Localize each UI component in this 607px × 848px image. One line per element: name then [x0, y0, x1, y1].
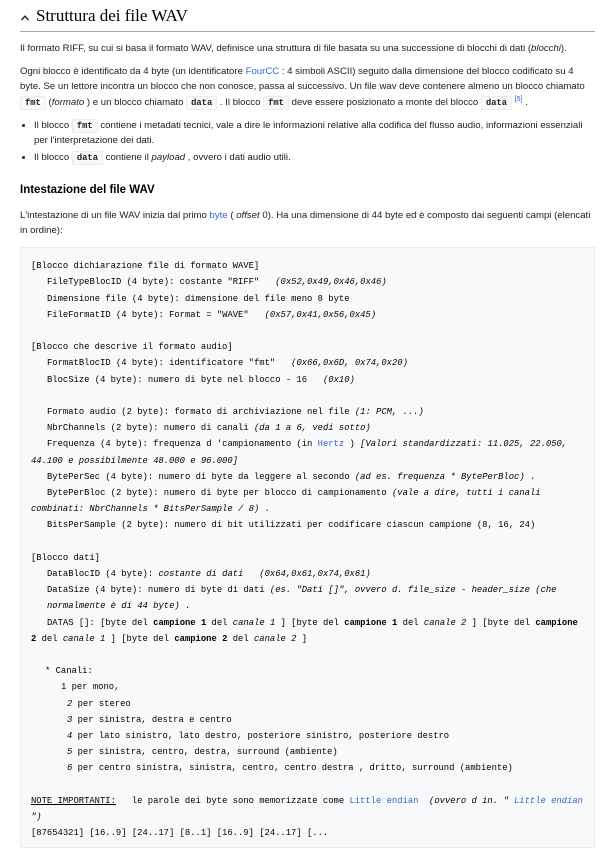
code-line: BlocSize (4 byte): numero di byte nel blocco - 16 (0x10) [47, 374, 355, 385]
reference-link[interactable]: [5] [514, 95, 523, 103]
code-fmt: fmt [263, 96, 289, 110]
link-little-endian[interactable]: Little endian [513, 795, 583, 806]
code-line: DataSize (4 byte): numero di byte di dati (es. "Dati []", ovvero d. file_size - header_size (che normalmente è di 44 byte) . [47, 585, 562, 612]
link-byte[interactable]: byte [209, 210, 228, 222]
code-line: [87654321] [16..9] [24..17] [8..1] [16..9] [24..17] [... [31, 828, 329, 839]
code-line: [Blocco dati] [31, 552, 100, 563]
code-line: * Canali: [45, 666, 93, 677]
section-header[interactable] [20, 4, 595, 32]
code-line: 3 per sinistra, destra e centro [67, 714, 232, 725]
note-label: NOTE IMPORTANTI: [31, 795, 116, 806]
paragraph-header: L'intestazione di un file WAV inizia dal primo byte ( offset 0). Ha una dimensione di 44 byte ed è composto dai seguenti campi (elencati in ordine): [20, 210, 591, 237]
list-item: • Il blocco data contiene il payload , ovvero i dati audio utili. [34, 151, 595, 166]
link-fourcc[interactable]: FourCC [245, 66, 280, 78]
code-line: DataBlocID (4 byte): costante di dati (0x64,0x61,0x74,0x61) [47, 568, 371, 579]
list-item: • Il blocco fmt contiene i metadati tecnici, vale a dire le informazioni relative alla codifica del flusso audio, informazioni essenziali per l'interpretazione dei dati. [34, 119, 595, 149]
code-line: FileFormatID (4 byte): Format = "WAVE" (0x57,0x41,0x56,0x45) [47, 309, 377, 320]
chevron-up-icon[interactable] [20, 13, 30, 23]
code-line: FileTypeBlocID (4 byte): costante "RIFF" (0x52,0x49,0x46,0x46) [47, 277, 387, 288]
code-line: BitsPerSample (2 byte): numero di bit utilizzati per codificare ciascun campione (8, 16, 24) [47, 520, 536, 531]
link-hertz[interactable]: Hertz [317, 439, 345, 450]
code-line: [Blocco dichiarazione file di formato WAVE] [31, 261, 260, 272]
code-line: Frequenza (4 byte): frequenza d 'campionamento (in Hertz ) [Valori standardizzati: 11.025, 22.050, 44.100 e possibilmente 48.000 e 96.000] [31, 439, 573, 466]
code-data: data [186, 96, 217, 110]
code-line: 1 per mono, [61, 682, 120, 693]
code-line: BytePerBloc (2 byte): numero di byte per blocco di campionamento (vale a dire, tutti i canali combinati: NbrChannels * BitsPerSample / 8) . [31, 487, 546, 515]
code-line: 6 per centro sinistra, sinistra, centro, centro destra , dritto, surround (ambiente) [67, 763, 513, 774]
code-block [20, 247, 595, 848]
code-line: [Blocco che descrive il formato audio] [31, 342, 233, 353]
paragraph-blocks: Ogni blocco è identificato da 4 byte (un identificatore FourCC : 4 simboli ASCII) seguito dalla dimensione del blocco codificato su 4 byte. Se un lettore incontra un blocco che non conosce, passa al successivo. Un file wav deve contenere almeno un blocco chiamato fmt (formato ) e un blocco chiamato data . Il blocco fmt deve essere posizionato a monte del blocco data [5] . [20, 66, 585, 109]
code-line: FormatBlocID (4 byte): identificatore "fmt" (0x66,0x6D, 0x74,0x20) [47, 358, 408, 369]
code-line: 4 per lato sinistro, lato destro, posteriore sinistro, posteriore destro [67, 730, 450, 741]
code-line: Dimensione file (4 byte): dimensione del file meno 8 byte [47, 293, 350, 304]
section-title: Struttura dei file WAV [36, 6, 188, 25]
link-little-endian[interactable]: Little endian [349, 795, 419, 806]
code-line: Formato audio (2 byte): formato di archiviazione nel file (1: PCM, ...) [47, 406, 424, 417]
code-line: DATAS []: [byte del campione 1 del canale 1 ] [byte del campione 1 del canale 2 ] [byte del campione 2 del canale 1 ] [byte del campione 2 del canale 2 ] [31, 617, 578, 644]
code-line: NbrChannels (2 byte): numero di canali (da 1 a 6, vedi sotto) [47, 423, 371, 434]
paragraph-riff: Il formato RIFF, su cui si basa il formato WAV, definisce una struttura di file basata su una successione di blocchi di dati (blocchi). [20, 43, 567, 55]
code-line: BytePerSec (4 byte): numero di byte da leggere al secondo (ad es. frequenza * BytePerBloc) . [47, 471, 536, 482]
code-line: 2 per stereo [67, 698, 131, 709]
subsection-title: Intestazione del file WAV [20, 183, 155, 196]
code-line: NOTE IMPORTANTI: le parole dei byte sono memorizzate come Little endian (ovvero d in. " Little endian ") [31, 795, 589, 822]
code-fmt: fmt [20, 96, 46, 110]
code-data: data [481, 96, 512, 110]
code-line: 5 per sinistra, centro, destra, surround (ambiente) [67, 747, 338, 758]
block-list [20, 119, 595, 166]
